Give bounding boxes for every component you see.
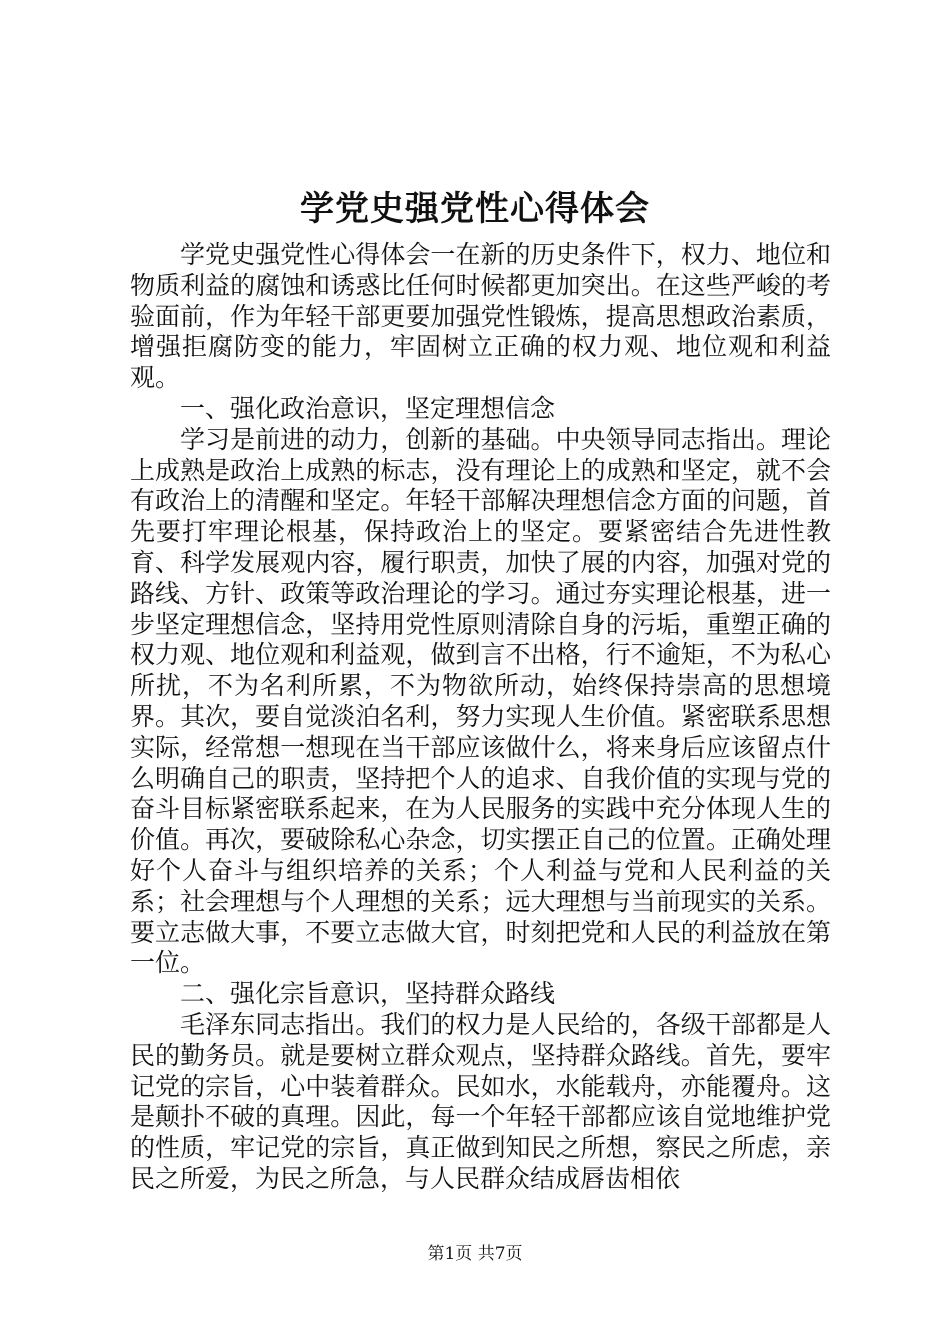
section-1-paragraph: 学习是前进的动力，创新的基础。中央领导同志指出。理论上成熟是政治上成熟的标志，没有理论上的成熟和坚定，就不会有政治上的清醒和坚定。年轻干部解决理想信念方面的问题，首先要打牢理论根基，保持政治上的坚定。要紧密结合先进性教育、科学发展观内容，履行职责，加快了展的内容，加强对党的路线、方针、政策等政治理论的学习。通过夯实理论根基，进一步坚定理想信念，坚持用党性原则清除自身的污垢，重塑正确的权力观、地位观和利益观，做到言不出格，行不逾矩，不为私心所扰，不为名利所累，不为物欲所动，始终保持崇高的思想境界。其次，要自觉淡泊名利，努力实现人生价值。紧密联系思想实际，经常想一想现在当干部应该做什么，将来身后应该留点什么明确自己的职责，坚持把个人的追求、自我价值的实现与党的奋斗目标紧密联系起来，在为人民服务的实践中充分体现人生的价值。再次，要破除私心杂念，切实摆正自己的位置。正确处理好个人奋斗与组织培养的关系；个人利益与党和人民利益的关系；社会理想与个人理想的关系；远大理想与当前现实的关系。要立志做大事，不要立志做大官，时刻把党和人民的利益放在第一位。 xyxy=(130,424,831,978)
section-heading-2: 二、强化宗旨意识，坚持群众路线 xyxy=(180,979,556,1009)
document-body xyxy=(130,240,831,1195)
page-footer: 第1页 共7页 xyxy=(427,1244,523,1264)
section-heading-1: 一、强化政治意识，坚定理想信念 xyxy=(180,393,556,423)
intro-paragraph: 学党史强党性心得体会一在新的历史条件下，权力、地位和物质利益的腐蚀和诱惑比任何时候都更加突出。在这些严峻的考验面前，作为年轻干部更要加强党性锻炼，提高思想政治素质，增强拒腐防变的能力，牢固树立正确的权力观、地位观和利益观。 xyxy=(130,240,831,393)
section-2-paragraph: 毛泽东同志指出。我们的权力是人民给的，各级干部都是人民的勤务员。就是要树立群众观点，坚持群众路线。首先，要牢记党的宗旨，心中装着群众。民如水，水能载舟，亦能覆舟。这是颠扑不破的真理。因此，每一个年轻干部都应该自觉地维护党的性质，牢记党的宗旨，真正做到知民之所想，察民之所虑，亲民之所爱，为民之所急，与人民群众结成唇齿相依 xyxy=(130,1009,831,1193)
page-title: 学党史强党性心得体会 xyxy=(300,189,650,229)
